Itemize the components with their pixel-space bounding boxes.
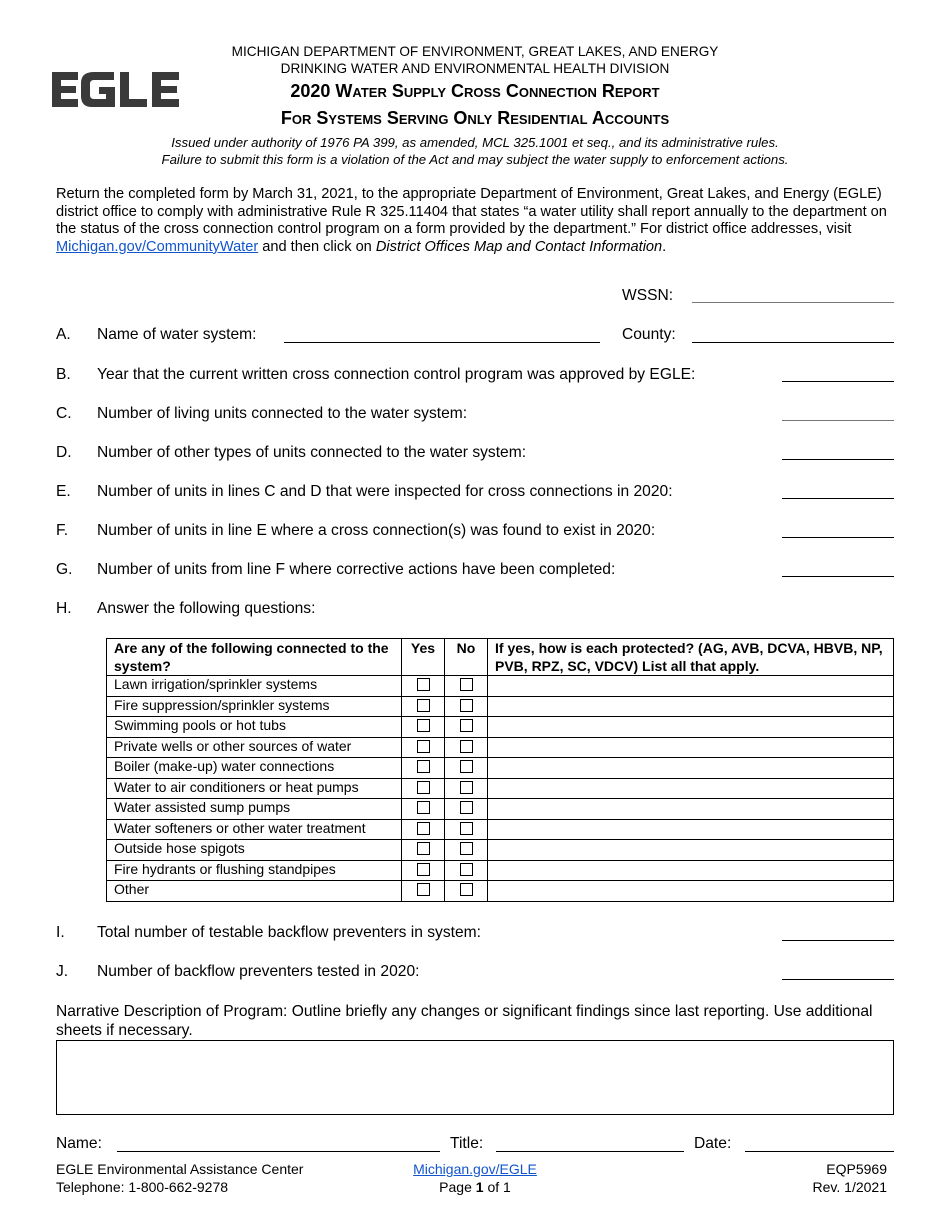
revision: Rev. 1/2021 — [812, 1179, 887, 1195]
question-text: Answer the following questions: — [97, 600, 316, 617]
question-letter: I. — [56, 924, 65, 941]
question-text: Total number of testable backflow preventers in system: — [97, 924, 481, 941]
yes-checkbox[interactable] — [417, 863, 430, 876]
assistance-center: EGLE Environmental Assistance Center — [56, 1161, 304, 1177]
protection-field[interactable] — [488, 676, 894, 697]
water-system-name-field[interactable] — [284, 342, 600, 343]
connection-label: Swimming pools or hot tubs — [107, 717, 402, 738]
footer-link-wrap — [360, 1160, 590, 1178]
egle-logo — [52, 68, 182, 110]
connection-label: Other — [107, 881, 402, 902]
county-field[interactable] — [692, 342, 894, 343]
yes-checkbox[interactable] — [417, 740, 430, 753]
wssn-field[interactable] — [692, 302, 894, 303]
protection-field[interactable] — [488, 758, 894, 779]
no-checkbox[interactable] — [460, 842, 473, 855]
protection-field[interactable] — [488, 696, 894, 717]
no-checkbox[interactable] — [460, 740, 473, 753]
name-field[interactable] — [117, 1151, 440, 1152]
yes-checkbox[interactable] — [417, 760, 430, 773]
question-text: Number of living units connected to the water system: — [97, 405, 468, 422]
table-row — [107, 799, 894, 820]
table-header-connection: Are any of the following connected to the system? — [107, 639, 402, 676]
title-label: Title: — [450, 1135, 484, 1152]
corrected-units-field[interactable] — [782, 576, 894, 577]
approval-year-field[interactable] — [782, 381, 894, 382]
form-subtitle: For Systems Serving Only Residential Accounts — [280, 108, 670, 128]
table-row — [107, 696, 894, 717]
egle-logo-graphic — [52, 68, 182, 110]
protection-field[interactable] — [488, 881, 894, 902]
date-field[interactable] — [745, 1151, 894, 1152]
connections-table — [106, 638, 894, 902]
question-letter: C. — [56, 405, 72, 422]
tested-preventers-field[interactable] — [782, 979, 894, 980]
question-text: Name of water system: — [97, 326, 257, 343]
other-units-field[interactable] — [782, 459, 894, 460]
connection-label: Lawn irrigation/sprinkler systems — [107, 676, 402, 697]
question-text: Number of backflow preventers tested in 2020: — [97, 963, 420, 980]
protection-field[interactable] — [488, 737, 894, 758]
division-name: DRINKING WATER AND ENVIRONMENTAL HEALTH DIVISION — [280, 61, 670, 76]
date-label: Date: — [694, 1135, 732, 1152]
testable-preventers-field[interactable] — [782, 940, 894, 941]
no-checkbox[interactable] — [460, 801, 473, 814]
table-row — [107, 840, 894, 861]
question-letter: H. — [56, 600, 72, 617]
yes-checkbox[interactable] — [417, 822, 430, 835]
table-header-yes: Yes — [402, 639, 445, 676]
narrative-label: Narrative Description of Program: Outline briefly any changes or significant findings since last reporting. Use additional sheets if necessary. — [56, 1003, 873, 1039]
connection-label: Water softeners or other water treatment — [107, 819, 402, 840]
question-letter: D. — [56, 444, 72, 461]
table-header-no: No — [445, 639, 488, 676]
county-label: County: — [622, 326, 676, 343]
telephone: Telephone: 1-800-662-9278 — [56, 1179, 229, 1195]
connection-label: Private wells or other sources of water — [107, 737, 402, 758]
page-number — [360, 1178, 590, 1196]
no-checkbox[interactable] — [460, 719, 473, 732]
yes-checkbox[interactable] — [417, 719, 430, 732]
no-checkbox[interactable] — [460, 678, 473, 691]
yes-checkbox[interactable] — [417, 678, 430, 691]
no-checkbox[interactable] — [460, 822, 473, 835]
yes-checkbox[interactable] — [417, 699, 430, 712]
table-row — [107, 819, 894, 840]
instructions-paragraph — [56, 186, 896, 256]
page-suffix: of 1 — [483, 1179, 511, 1195]
table-row — [107, 676, 894, 697]
connection-label: Fire hydrants or flushing standpipes — [107, 860, 402, 881]
intro-period: . — [662, 238, 667, 255]
yes-checkbox[interactable] — [417, 801, 430, 814]
question-letter: F. — [56, 522, 69, 539]
form-id: EQP5969 — [826, 1161, 887, 1177]
name-label: Name: — [56, 1135, 102, 1152]
page-current: 1 — [475, 1179, 484, 1195]
protection-field[interactable] — [488, 778, 894, 799]
table-header-row — [107, 639, 894, 676]
intro-italic: District Offices Map and Contact Information — [375, 238, 663, 255]
authority-note: Issued under authority of 1976 PA 399, as amended, MCL 325.1001 et seq., and its administrative rules. — [171, 135, 779, 150]
question-text: Number of units in line E where a cross connection(s) was found to exist in 2020: — [97, 522, 656, 539]
egle-website-link[interactable]: Michigan.gov/EGLE — [413, 1161, 537, 1177]
yes-checkbox[interactable] — [417, 842, 430, 855]
question-text: Year that the current written cross connection control program was approved by EGLE: — [97, 366, 696, 383]
page-prefix: Page — [439, 1179, 476, 1195]
connection-label: Water to air conditioners or heat pumps — [107, 778, 402, 799]
protection-field[interactable] — [488, 717, 894, 738]
table-header-protection: If yes, how is each protected? (AG, AVB, DCVA, HBVB, NP, PVB, RPZ, SC, VDCV) List all that apply. — [488, 639, 894, 676]
question-letter: A. — [56, 326, 71, 343]
no-checkbox[interactable] — [460, 863, 473, 876]
failure-notice: Failure to submit this form is a violation of the Act and may subject the water supply to enforcement actions. — [161, 152, 789, 167]
community-water-link[interactable]: Michigan.gov/CommunityWater — [56, 238, 259, 255]
connection-label: Outside hose spigots — [107, 840, 402, 861]
connection-label: Fire suppression/sprinkler systems — [107, 696, 402, 717]
table-row — [107, 860, 894, 881]
question-text: Number of units from line F where corrective actions have been completed: — [97, 561, 616, 578]
wssn-label: WSSN: — [622, 287, 674, 304]
title-field[interactable] — [496, 1151, 684, 1152]
table-row — [107, 758, 894, 779]
living-units-field[interactable] — [782, 420, 894, 421]
question-text: Number of units in lines C and D that were inspected for cross connections in 2020: — [97, 483, 673, 500]
question-letter: J. — [56, 963, 69, 980]
no-checkbox[interactable] — [460, 883, 473, 896]
question-text: Number of other types of units connected to the water system: — [97, 444, 527, 461]
no-checkbox[interactable] — [460, 781, 473, 794]
protection-field[interactable] — [488, 840, 894, 861]
protection-field[interactable] — [488, 819, 894, 840]
form-title: 2020 Water Supply Cross Connection Report — [290, 81, 660, 101]
table-row — [107, 778, 894, 799]
cross-connection-units-field[interactable] — [782, 537, 894, 538]
protection-field[interactable] — [488, 799, 894, 820]
no-checkbox[interactable] — [460, 699, 473, 712]
connection-label: Boiler (make-up) water connections — [107, 758, 402, 779]
narrative-textbox[interactable] — [56, 1040, 894, 1115]
intro-text-after: and then click on — [258, 238, 376, 255]
no-checkbox[interactable] — [460, 760, 473, 773]
question-letter: E. — [56, 483, 71, 500]
connection-label: Water assisted sump pumps — [107, 799, 402, 820]
agency-name: MICHIGAN DEPARTMENT OF ENVIRONMENT, GREAT LAKES, AND ENERGY — [231, 44, 719, 59]
protection-field[interactable] — [488, 860, 894, 881]
question-letter: B. — [56, 366, 71, 383]
yes-checkbox[interactable] — [417, 781, 430, 794]
table-row — [107, 717, 894, 738]
yes-checkbox[interactable] — [417, 883, 430, 896]
intro-text: Return the completed form by March 31, 2021, to the appropriate Department of Environment, Great Lakes, and Energy (EGLE) district office to comply with administrative Rule R 325.11404 that states “a water utility shall report annually to the department on the status of the cross connection control program on a form provided by the department.” For district office addresses, visit — [56, 186, 887, 238]
table-row — [107, 881, 894, 902]
question-letter: G. — [56, 561, 73, 578]
inspected-units-field[interactable] — [782, 498, 894, 499]
table-row — [107, 737, 894, 758]
